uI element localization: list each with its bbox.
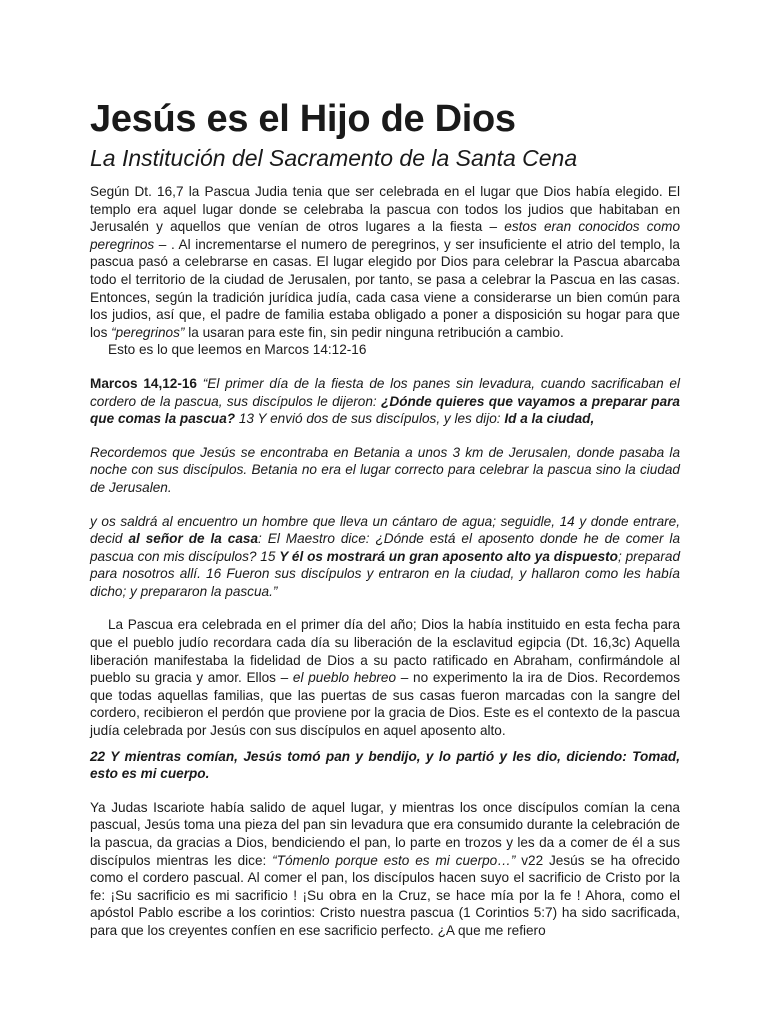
paragraph-reference-intro: Esto es lo que leemos en Marcos 14:12-16	[108, 342, 367, 358]
bold-run: al señor de la casa	[128, 531, 259, 547]
text-run: Según Dt. 16,7 la Pascua Judia tenia que ser celebrada en el lugar que Dios había elegido. El templo era aquel lugar donde se celebraba la pascua con todos los judios que habitaban en Jerusalén y aquellos que venían de otros lugares a la fiesta –	[90, 184, 680, 235]
text-run: la usaran para este fin, sin pedir ninguna retribución a cambio.	[184, 324, 564, 340]
scripture-reference: Marcos 14,12-16	[90, 375, 197, 391]
text-run: 13 Y envió dos de sus discípulos, y les dijo:	[235, 411, 505, 427]
text-run: v22 Jesús se ha ofrecido como el cordero pascual. Al comer el pan, los discípulos hacen suyo el sacrificio de Cristo por la fe: ¡Su sacrificio es mi sacrificio ! ¡Su obra en la Cruz, se hace mía por la fe ! Ahora, como el apóstol Pablo escribe a los corintios: Cristo nuestra pascua (1 Corintios 5:7) ha sido sacrificada, para que los creyentes confíen en ese sacrificio perfecto. ¿A que me refiero	[90, 852, 680, 938]
page-subtitle: La Institución del Sacramento de la Santa Cena	[90, 145, 578, 171]
paragraph-quote-mark-14	[90, 375, 680, 428]
text-run: La Pascua era celebrada en el primer día del año; Dios la había instituido en esta fecha para que el pueblo judío recordara cada día su liberación de la esclavitud egipcia (Dt. 16,3c) Aquella liberación manifestaba la fidelidad de Dios a su pacto ratificado en Abraham, confirmándole al pueblo su gracia y amor. Ellos –	[90, 617, 680, 686]
text-run: y os saldrá al encuentro un hombre que lleva un cántaro de agua; seguidle, 14 y donde entrare, decid	[90, 513, 680, 547]
text-run: “El primer día de la fiesta de los panes sin levadura, cuando sacrificaban el cordero de la pascua, sus discípulos le dijeron:	[90, 375, 680, 409]
italic-run: estos eran conocidos como peregrinos	[90, 219, 681, 252]
paragraph-last-supper	[90, 799, 680, 940]
italic-run: “Tómenlo porque esto es mi cuerpo…”	[272, 852, 516, 868]
paragraph-intro	[90, 183, 680, 341]
paragraph-quote-continued	[90, 513, 680, 601]
bold-run: ¿Dónde quieres que vayamos a preparar para que comas la pascua?	[90, 393, 680, 427]
bold-run: Id a la ciudad,	[504, 411, 595, 427]
text-run: Ya Judas Iscariote había salido de aquel lugar, y mientras los once discípulos comían la cena pascual, Jesús toma una pieza del pan sin levadura que era consumido durante la celebración de la pascua, da gracias a Dios, bendiciendo el pan, lo parte en trozos y les da a comer de él a sus discípulos mientras les dice:	[90, 799, 680, 868]
italic-run: el pueblo hebreo	[292, 670, 397, 686]
text-run: – . Al incrementarse el numero de peregrinos, y ser insuficiente el atrio del templo, la pascua pasó a celebrarse en casas. El lugar elegido por Dios para celebrar la Pascua abarcaba todo el territorio de la ciudad de Jerusalen, por tanto, se pasa a celebrar la Pascua en las casas. Entonces, según la tradición jurídica judía, cada casa viene a considerarse un bien común para los judios, así que, el padre de familia estaba obligado a poner a disposición su hogar para que los	[90, 236, 680, 340]
paragraph-betania-note: Recordemos que Jesús se encontraba en Betania a unos 3 km de Jerusalen, donde pasaba la noche con sus discípulos. Betania no era el lugar correcto para celebrar la pascua sino la ciudad de Jerusalen.	[90, 444, 680, 495]
text-run: – no experimento la ira de Dios. Recordemos que todas aquellas familias, que las puertas de sus casas fueron marcadas con la sangre del cordero, recibieron el perdón que proviene por la gracia de Dios. Este es el contexto de la pascua judía celebrada por Jesús con sus discípulos en aquel aposento alto.	[90, 670, 680, 739]
italic-run: “peregrinos”	[111, 324, 185, 340]
page-title: Jesús es el Hijo de Dios	[90, 98, 516, 140]
paragraph-verse-22: 22 Y mientras comían, Jesús tomó pan y bendijo, y lo partió y les dio, diciendo: Tomad, esto es mi cuerpo.	[90, 748, 680, 782]
paragraph-pascua-context	[90, 616, 680, 739]
document-body	[90, 183, 680, 940]
bold-run: Y él os mostrará un gran aposento alto ya dispuesto	[279, 548, 618, 564]
text-run: ; preparad para nosotros allí. 16 Fueron sus discípulos y entraron en la ciudad, y hallaron como les había dicho; y prepararon la pascua.”	[90, 548, 681, 599]
text-run: : El Maestro dice: ¿Dónde está el aposento donde he de comer la pascua con mis discípulos? 15	[90, 531, 681, 564]
